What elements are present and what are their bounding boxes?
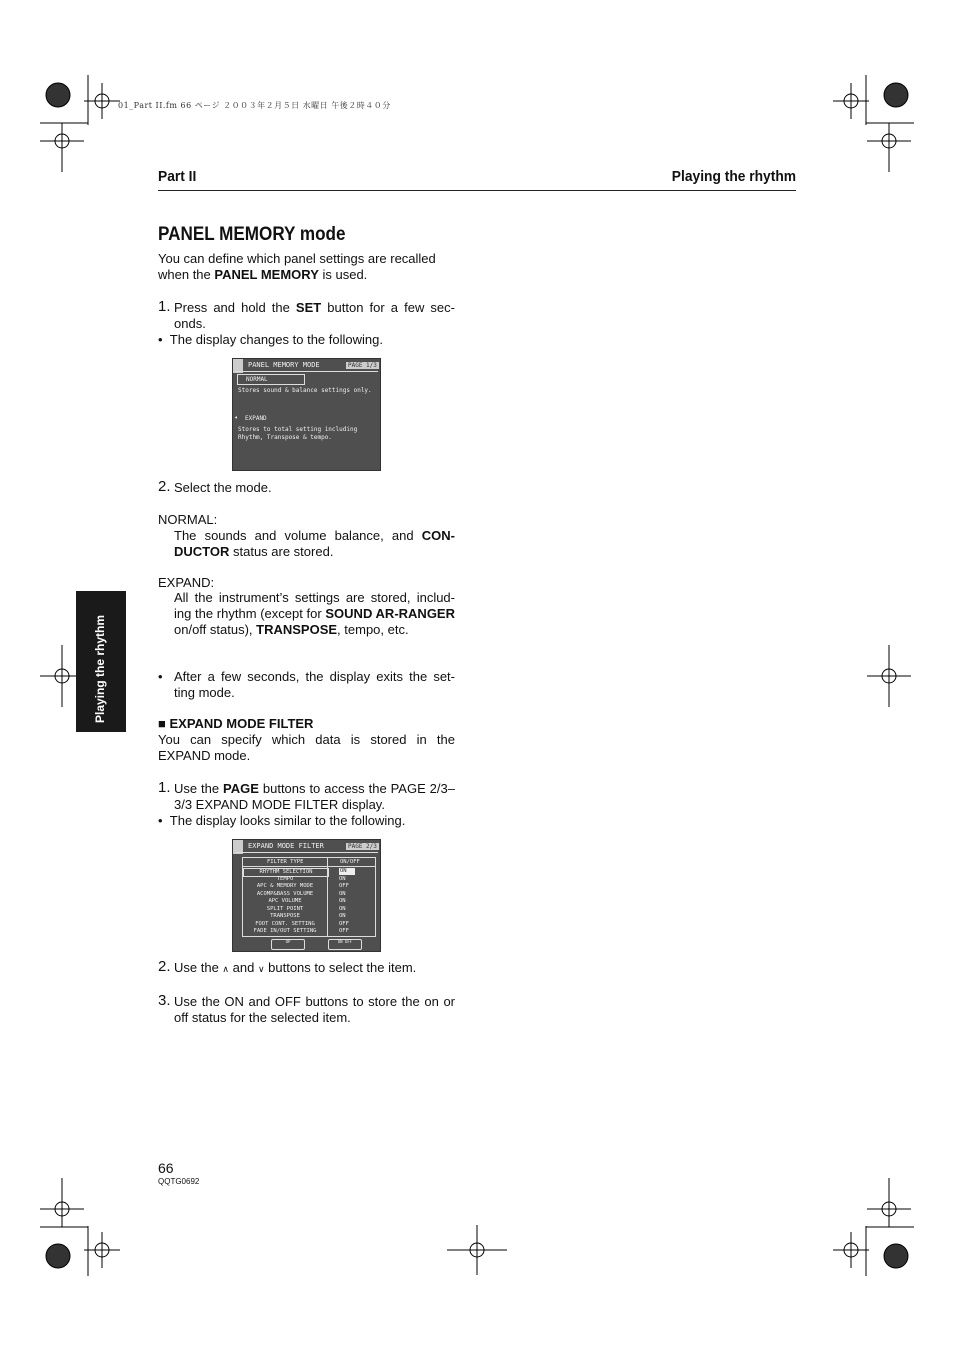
step-text [174,960,455,977]
lcd-divider [235,371,378,372]
lcd-filter-name: FOOT CONT. SETTING [255,920,315,927]
step-text-part: and [229,960,258,975]
lcd-filter-name: APC VOLUME [268,898,302,904]
step-text-part: buttons to access the PAGE 2/3–3/3 EXPAND MODE FILTER display. [174,781,455,812]
lcd-onoff-button [328,939,362,950]
side-tab [76,591,126,732]
down-arrow-icon: ∨ [257,964,265,974]
lcd-filter-value: OFF [339,920,349,927]
step-text-part: Use the [174,960,223,975]
lcd-expand-desc: Rhythm, Transpose & tempo. [238,434,332,441]
lcd-up-button [271,939,305,950]
normal-label: NORMAL: [158,512,218,527]
section-title: PANEL MEMORY mode [158,224,346,245]
bullet-marker: • [158,669,163,684]
lcd-filter-value: OFF [339,928,349,934]
intro-bold: PANEL MEMORY [214,267,319,282]
lcd-filter-value: ON [339,890,346,897]
bullet-item: • The display changes to the following. [158,332,383,347]
lcd-filter-name: ACOMP&BASS VOLUME [256,890,314,897]
step-text: Use the ON and OFF buttons to store the on or off status for the selected item. [174,994,455,1025]
step-text-bold: SET [295,300,322,315]
document-code: QQTG0692 [158,1177,200,1186]
bullet-text: The display looks similar to the following. [169,813,406,828]
header-part: Part II [158,168,197,185]
normal-text: status are stored. [229,544,334,559]
step-text-part: buttons to select the item. [264,960,417,975]
normal-text: The sounds and volume balance, and [174,528,422,543]
lcd-title: PANEL MEMORY MODE [248,361,320,369]
lcd-filter-value: ON [339,898,346,904]
up-arrow-icon: ∧ [222,964,230,974]
lcd-normal-desc: Stores sound & balance settings only. [238,387,372,394]
expand-bold: SOUND AR-RANGER [325,606,455,621]
lcd-filter-value: ON [339,875,346,882]
lcd-filter-name: SPLIT POINT [266,905,304,912]
step-number: 2. [158,958,171,975]
lcd-btn-label: ON OFF [337,939,353,944]
lcd-header-divider [243,866,375,867]
subsection-intro: You can specify which data is stored in the EXPAND mode. [158,732,455,763]
lcd-filter-name: TEMPO [276,875,294,882]
step-text [174,300,455,332]
lcd-filter-name: APC & MEMORY MODE [256,883,314,889]
step-text: Select the mode. [174,480,272,495]
expand-bold: TRANSPOSE [256,622,338,637]
step-text-part: Press and hold the [174,300,296,315]
expand-text: All the instrument’s settings are stored, includ-ing the rhythm (except for [174,590,455,621]
lcd-page: PAGE 2/3 [348,843,377,850]
lcd-normal-label: NORMAL [246,376,268,383]
step-text-part: Use the [174,781,224,796]
expand-text: , tempo, etc. [337,622,409,637]
lcd-arrow-icon: ◂ [234,414,238,421]
side-tab-label: Playing the rhythm [93,614,107,723]
step-text [174,781,455,813]
step-text-part: button for a few sec-onds. [174,300,455,331]
header-chapter: Playing the rhythm [671,168,796,185]
step-number: 2. [158,478,171,495]
lcd-filter-table [242,857,376,937]
bullet-text: The display changes to the following. [169,332,383,347]
print-info: 01_Part II.fm 66 ページ ２００３年２月５日 水曜日 午後２時４０分 [118,101,391,110]
lcd-page: PAGE 1/3 [348,362,377,369]
step-number: 1. [158,779,171,796]
step-number: 1. [158,298,171,315]
lcd-col-header: FILTER TYPE [267,859,304,865]
normal-description [174,528,455,560]
lcd-filter-name: RHYTHM SELECTION [243,868,329,877]
lcd-filter-value: OFF [339,883,349,889]
subsection-title: EXPAND MODE FILTER [169,716,314,731]
bullet-item: • The display looks similar to the following. [158,813,406,828]
expand-description [174,590,455,638]
step-number: 3. [158,992,171,1009]
lcd-col-header: ON/OFF [340,859,360,865]
intro-text-end: is used. [318,267,368,282]
page-number: 66 [158,1160,174,1176]
header-rule [158,190,796,191]
intro-text: You can define which panel settings are recalled when the [158,251,436,282]
lcd-title: EXPAND MODE FILTER [248,842,324,850]
expand-label: EXPAND: [158,575,215,590]
lcd-filter-value: ON [339,905,346,912]
subsection-heading [158,716,455,732]
normal-bold: CON-DUCTOR [174,528,455,559]
lcd-btn-label: UP [285,939,291,944]
lcd-expand-label: EXPAND [245,415,267,422]
square-icon: ■ [158,716,166,731]
bullet-text: After a few seconds, the display exits the set-ting mode. [174,669,455,700]
lcd-expand-desc: Stores to total setting including [238,426,358,433]
lcd-filter-value: ON [339,868,355,875]
lcd-panel-memory-mode [232,358,381,471]
intro-paragraph [158,251,455,283]
lcd-filter-value: ON [339,913,346,919]
expand-text: on/off status), [174,622,257,637]
lcd-expand-mode-filter [232,839,381,952]
lcd-filter-name: FADE IN/OUT SETTING [253,928,317,934]
lcd-filter-name: TRANSPOSE [270,913,300,919]
lcd-divider [235,852,378,853]
step-text-bold: PAGE [223,781,259,796]
